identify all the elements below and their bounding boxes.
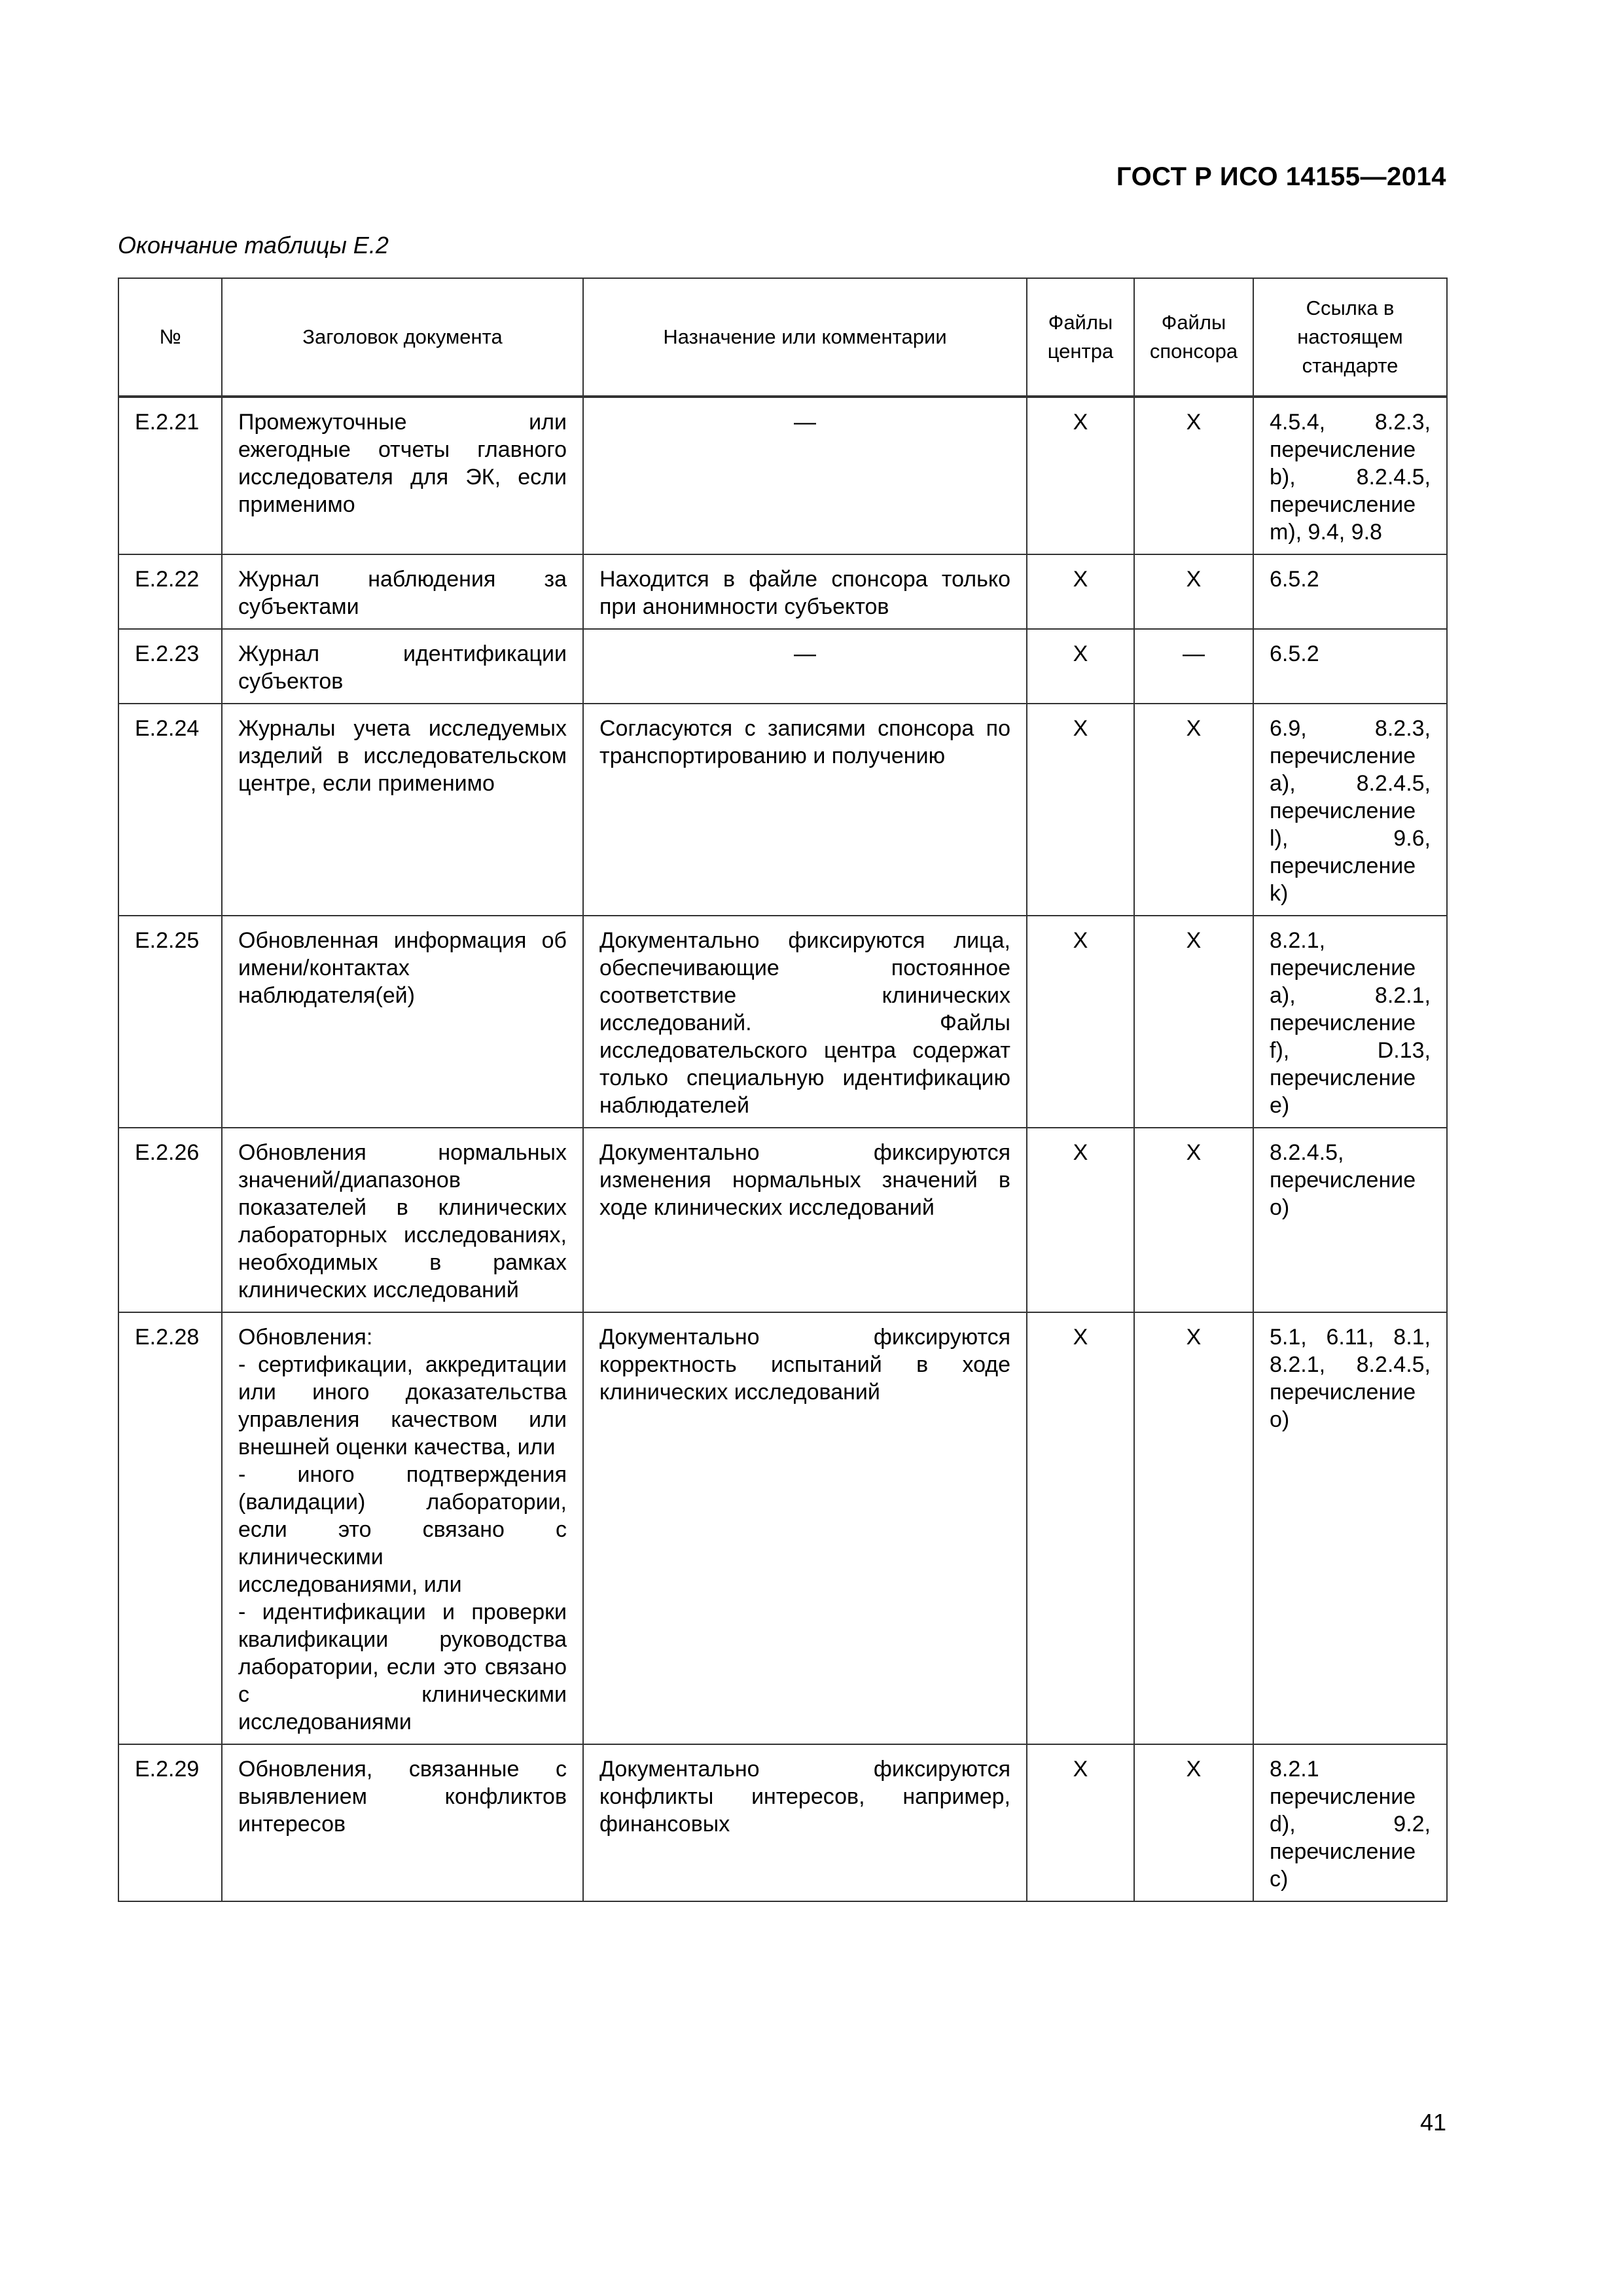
table-row: [118, 1128, 1447, 1312]
cell-reference: 5.1, 6.11, 8.1, 8.2.1, 8.2.4.5, перечисление o): [1253, 1312, 1447, 1744]
table-row: [118, 629, 1447, 704]
cell-sponsor-files: —: [1134, 629, 1253, 704]
cell-reference: 8.2.1, перечисление a), 8.2.1, перечисление f), D.13, перечисление e): [1253, 916, 1447, 1128]
cell-purpose: —: [583, 397, 1027, 554]
cell-center-files: X: [1027, 397, 1134, 554]
table-row: [118, 397, 1447, 554]
cell-reference: 6.5.2: [1253, 629, 1447, 704]
cell-num: Е.2.23: [118, 629, 222, 704]
cell-sponsor-files: X: [1134, 916, 1253, 1128]
table-row: [118, 554, 1447, 629]
cell-title: Обновленная информация об имени/контактах наблюдателя(ей): [222, 916, 583, 1128]
cell-num: Е.2.28: [118, 1312, 222, 1744]
cell-reference: 8.2.1 перечисление d), 9.2, перечисление c): [1253, 1744, 1447, 1901]
cell-title: Журналы учета исследуемых изделий в исследовательском центре, если применимо: [222, 704, 583, 916]
documents-table: [118, 278, 1448, 1902]
table-row: [118, 704, 1447, 916]
cell-title: Журнал идентификации субъектов: [222, 629, 583, 704]
table-header-row: [118, 278, 1447, 397]
col-header-center-files: Файлы центра: [1027, 278, 1134, 397]
cell-center-files: X: [1027, 629, 1134, 704]
cell-center-files: X: [1027, 1128, 1134, 1312]
cell-sponsor-files: X: [1134, 1128, 1253, 1312]
cell-title: Обновления, связанные с выявлением конфликтов интересов: [222, 1744, 583, 1901]
cell-reference: 4.5.4, 8.2.3, перечисление b), 8.2.4.5, перечисление m), 9.4, 9.8: [1253, 397, 1447, 554]
page-number: 41: [1419, 2109, 1446, 2136]
cell-num: Е.2.29: [118, 1744, 222, 1901]
col-header-title: Заголовок документа: [222, 278, 583, 397]
col-header-num: №: [118, 278, 222, 397]
cell-sponsor-files: X: [1134, 1312, 1253, 1744]
cell-title: Обновления нормальных значений/диапазонов показателей в клинических лабораторных исследованиях, необходимых в рамках клинических исследований: [222, 1128, 583, 1312]
col-header-purpose: Назначение или комментарии: [583, 278, 1027, 397]
cell-center-files: X: [1027, 916, 1134, 1128]
cell-center-files: X: [1027, 1744, 1134, 1901]
cell-num: Е.2.26: [118, 1128, 222, 1312]
cell-reference: 6.5.2: [1253, 554, 1447, 629]
cell-num: Е.2.24: [118, 704, 222, 916]
col-header-sponsor-files: Файлы спонсора: [1134, 278, 1253, 397]
standard-designation: ГОСТ Р ИСО 14155—2014: [1116, 162, 1446, 191]
table-caption: Окончание таблицы Е.2: [118, 232, 389, 259]
cell-center-files: X: [1027, 1312, 1134, 1744]
cell-sponsor-files: X: [1134, 704, 1253, 916]
cell-title: Журнал наблюдения за субъектами: [222, 554, 583, 629]
cell-sponsor-files: X: [1134, 397, 1253, 554]
cell-reference: 8.2.4.5, перечисление o): [1253, 1128, 1447, 1312]
table-row: [118, 1312, 1447, 1744]
table-row: [118, 916, 1447, 1128]
cell-title: Обновления: - сертификации, аккредитации или иного доказательства управления качеством или внешней оценки качества, или - иного подтверждения (валидации) лаборатории, если это связано с клиническими исследованиями, или - идентификации и проверки квалификации руководства лаборатории, если это связано с клиническими исследованиями: [222, 1312, 583, 1744]
cell-purpose: Документально фиксируются изменения нормальных значений в ходе клинических исследований: [583, 1128, 1027, 1312]
cell-purpose: Документально фиксируются лица, обеспечивающие постоянное соответствие клинических исследований. Файлы исследовательского центра содержат только специальную идентификацию наблюдателей: [583, 916, 1027, 1128]
cell-sponsor-files: X: [1134, 1744, 1253, 1901]
col-header-reference: Ссылка в настоящем стандарте: [1253, 278, 1447, 397]
cell-reference: 6.9, 8.2.3, перечисление a), 8.2.4.5, перечисление l), 9.6, перечисление k): [1253, 704, 1447, 916]
cell-title: Промежуточные или ежегодные отчеты главного исследователя для ЭК, если применимо: [222, 397, 583, 554]
cell-purpose: Согласуются с записями спонсора по транспортированию и получению: [583, 704, 1027, 916]
cell-num: Е.2.21: [118, 397, 222, 554]
cell-center-files: X: [1027, 704, 1134, 916]
cell-purpose: Документально фиксируются конфликты интересов, например, финансовых: [583, 1744, 1027, 1901]
cell-num: Е.2.22: [118, 554, 222, 629]
table-row: [118, 1744, 1447, 1901]
cell-center-files: X: [1027, 554, 1134, 629]
cell-purpose: —: [583, 629, 1027, 704]
cell-purpose: Документально фиксируются корректность испытаний в ходе клинических исследований: [583, 1312, 1027, 1744]
cell-purpose: Находится в файле спонсора только при анонимности субъектов: [583, 554, 1027, 629]
cell-num: Е.2.25: [118, 916, 222, 1128]
cell-sponsor-files: X: [1134, 554, 1253, 629]
